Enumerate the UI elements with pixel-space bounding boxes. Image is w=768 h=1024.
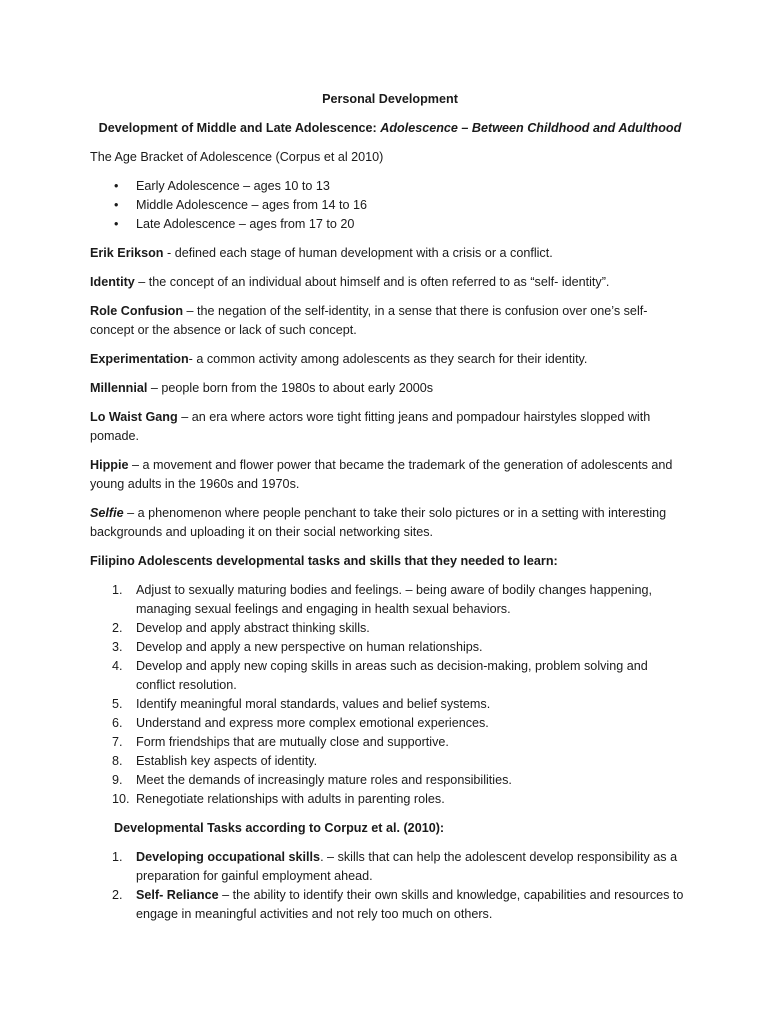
definition-term: Identity (90, 275, 135, 289)
filipino-task-item (90, 638, 690, 657)
task-number: 8. (112, 754, 123, 768)
task-number: 5. (112, 697, 123, 711)
filipino-task-item (90, 581, 690, 619)
task-number: 1. (112, 583, 123, 597)
corpuz-tasks-heading: Developmental Tasks according to Corpuz et al. (2010): (114, 821, 445, 835)
definition-term: Hippie (90, 458, 129, 472)
task-number: 1. (112, 850, 123, 864)
definition-term: Millennial (90, 381, 148, 395)
task-number: 4. (112, 659, 123, 673)
definition-term: Erik Erikson (90, 246, 164, 260)
definition-hippie (90, 456, 690, 494)
task-number: 9. (112, 773, 123, 787)
filipino-task-list (90, 581, 690, 809)
age-bracket-heading: The Age Bracket of Adolescence (Corpus et al 2010) (90, 150, 384, 164)
filipino-tasks-heading (90, 552, 690, 571)
corpuz-task-item (90, 886, 690, 924)
document-title: Personal Development (322, 92, 458, 106)
definition-text: - a common activity among adolescents as they search for their identity. (188, 352, 588, 366)
task-text: Renegotiate relationships with adults in parenting roles. (136, 792, 445, 806)
task-text: – the ability to identify their own skills and knowledge, capabilities and resources to engage in meaningful activities and not rely too much on others. (136, 888, 684, 921)
definition-term: Experimentation (90, 352, 189, 366)
corpuz-task-item (90, 848, 690, 886)
definition-text: – people born from the 1980s to about early 2000s (147, 381, 434, 395)
task-text: Identify meaningful moral standards, values and belief systems. (136, 697, 491, 711)
task-number: 2. (112, 621, 123, 635)
document-page (90, 90, 690, 934)
task-text: Develop and apply a new perspective on human relationships. (136, 640, 483, 654)
definition-lo-waist-gang (90, 408, 690, 446)
task-text: Develop and apply abstract thinking skills. (136, 621, 370, 635)
definition-selfie (90, 504, 690, 542)
definition-text: – the concept of an individual about himself and is often referred to as “self- identity”. (134, 275, 610, 289)
task-number: 2. (112, 888, 123, 902)
definition-text: – a phenomenon where people penchant to take their solo pictures or in a setting with interesting backgrounds and uploading it on their social networking sites. (90, 506, 667, 539)
task-term: Developing occupational skills (136, 850, 321, 864)
corpuz-task-list (90, 848, 690, 924)
task-text: Establish key aspects of identity. (136, 754, 318, 768)
definition-experimentation (90, 350, 690, 369)
filipino-task-item (90, 752, 690, 771)
task-number: 10. (112, 792, 130, 806)
definition-text: – the negation of the self-identity, in a sense that there is confusion over one’s self-concept or the absence or lack of such concept. (90, 304, 648, 337)
definition-term-italic: Selfie (90, 506, 124, 520)
task-text: Form friendships that are mutually close and supportive. (136, 735, 449, 749)
filipino-task-item (90, 790, 690, 809)
filipino-task-item (90, 657, 690, 695)
definition-text: – a movement and flower power that became the trademark of the generation of adolescents and young adults in the 1960s and 1970s. (90, 458, 673, 491)
definition-millennial (90, 379, 690, 398)
definition-term: Lo Waist Gang (90, 410, 178, 424)
age-group-item: • Middle Adolescence – ages from 14 to 16 (90, 196, 690, 215)
age-group-item: • Late Adolescence – ages from 17 to 20 (90, 215, 690, 234)
task-number: 7. (112, 735, 123, 749)
filipino-task-item (90, 733, 690, 752)
definition-text: – an era where actors wore tight fitting jeans and pompadour hairstyles slopped with pomade. (90, 410, 651, 443)
subtitle-plain: Development of Middle and Late Adolescence: (98, 121, 381, 135)
task-text: Meet the demands of increasingly mature roles and responsibilities. (136, 773, 512, 787)
task-number: 6. (112, 716, 123, 730)
document-subtitle (90, 119, 690, 138)
definition-identity (90, 273, 690, 292)
task-text: Develop and apply new coping skills in areas such as decision-making, problem solving and conflict resolution. (136, 659, 648, 692)
filipino-tasks-heading-text: Filipino Adolescents developmental tasks and skills that they needed to learn: (90, 554, 558, 568)
filipino-task-item (90, 714, 690, 733)
task-text: Understand and express more complex emotional experiences. (136, 716, 489, 730)
age-group-item: • Early Adolescence – ages 10 to 13 (90, 177, 690, 196)
filipino-task-item (90, 771, 690, 790)
task-term: Self- Reliance (136, 888, 219, 902)
definition-term (90, 506, 124, 520)
task-number: 3. (112, 640, 123, 654)
definition-text: - defined each stage of human development with a crisis or a conflict. (163, 246, 553, 260)
task-text: Adjust to sexually maturing bodies and feelings. – being aware of bodily changes happening, managing sexual feelings and engaging in health sexual behaviors. (136, 583, 652, 616)
filipino-task-item (90, 695, 690, 714)
subtitle-italic: Adolescence – Between Childhood and Adulthood (380, 121, 682, 135)
task-text: . – skills that can help the adolescent develop responsibility as a preparation for gainful employment ahead. (136, 850, 678, 883)
definition-role-confusion (90, 302, 690, 340)
definition-erik-erikson (90, 244, 690, 263)
age-group-list (90, 177, 690, 234)
definition-term: Role Confusion (90, 304, 184, 318)
filipino-task-item (90, 619, 690, 638)
